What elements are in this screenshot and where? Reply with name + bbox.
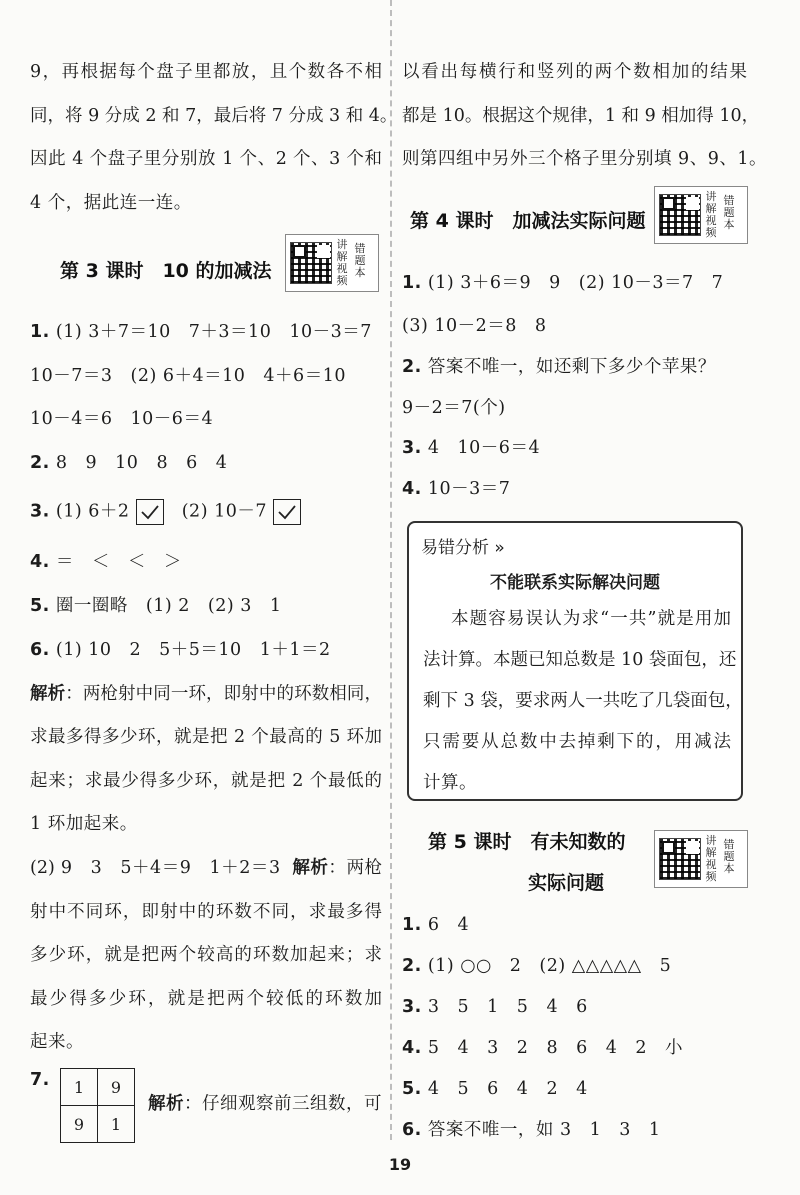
l5-q5: 4 5 6 4 2 4: [427, 1079, 588, 1099]
qr-code-icon: [290, 242, 332, 284]
qr-code-icon: [659, 838, 701, 880]
qr-label-char: 本: [354, 266, 366, 279]
qr-label-char: 解: [336, 250, 348, 263]
q6-answer: (1) 10 2 5＋5＝10 1＋1＝2: [55, 640, 331, 660]
error-line: 剩下 3 袋，要求两人一共吃了几袋面包，: [423, 691, 743, 711]
l5-q1: 6 4: [427, 915, 470, 935]
analysis-line: ：两枪射中同一环，即射中的环数相同，: [65, 684, 383, 704]
q-num: 6.: [30, 640, 50, 660]
q4-answer: ＝ ＜ ＜ ＞: [55, 552, 182, 572]
q-num: 3.: [30, 501, 50, 522]
q-num: 5.: [402, 1079, 422, 1099]
qr-code-panel[interactable]: [654, 830, 748, 888]
q-num: 6.: [402, 1120, 422, 1140]
intro-line: 4 个，据此连一连。: [30, 193, 192, 213]
qr-label-char: 讲: [705, 190, 717, 203]
l5-q6: 答案不唯一，如 3 1 3 1: [427, 1120, 661, 1140]
grid-cell: 9: [98, 1069, 135, 1106]
qr-label-char: 题: [723, 206, 735, 219]
qr-label-char: 视: [705, 214, 717, 227]
q-num: 1.: [402, 273, 422, 293]
lesson5-title-cont: 实际问题: [528, 872, 605, 894]
l4-q1: (1) 3＋6＝9 9 (2) 10－3＝7 7: [427, 273, 724, 293]
qr-label-char: 本: [723, 862, 735, 875]
q-num: 4.: [402, 1038, 422, 1058]
qr-label-char: 错: [723, 194, 735, 207]
q-num: 2.: [30, 453, 50, 473]
continued-line: 则第四组中另外三个格子里分别填 9、9、1。: [402, 149, 767, 169]
lesson3-title: 第 3 课时 10 的加减法: [60, 260, 272, 282]
error-line: 法计算。本题已知总数是 10 袋面包，还: [423, 650, 737, 670]
q-num: 1.: [30, 322, 50, 342]
analysis-line: 射中不同环，即射中的环数不同，求最多得: [30, 902, 382, 922]
grid-cell: 1: [98, 1106, 135, 1143]
analysis-line: 多少环，就是把两个较高的环数加起来；求: [30, 945, 382, 965]
qr-label-char: 题: [723, 850, 735, 863]
l4-q2b: 9－2＝7(个): [402, 398, 506, 418]
analysis-line: 1 环加起来。: [30, 814, 138, 834]
continued-line: 都是 10。根据这个规律，1 和 9 相加得 10，: [402, 106, 760, 126]
analysis-line: 起来；求最少得多少环，就是把 2 个最低的: [30, 771, 382, 791]
intro-line: 因此 4 个盘子里分别放 1 个、2 个、3 个和: [30, 149, 382, 169]
continued-line: 以看出每横行和竖列的两个数相加的结果: [402, 62, 747, 82]
column-divider: [390, 0, 392, 1140]
error-analysis-title: 不能联系实际解决问题: [490, 573, 660, 593]
error-line: 只需要从总数中去掉剩下的，用减法: [423, 732, 731, 752]
intro-line: 9，再根据每个盘子里都放，且个数各不相: [30, 62, 382, 82]
lesson4-title: 第 4 课时 加减法实际问题: [410, 210, 646, 232]
lesson5-title: 第 5 课时 有未知数的: [428, 831, 626, 853]
grid-cell: 1: [61, 1069, 98, 1106]
analysis-line: 最少得多少环，就是把两个较低的环数加: [30, 989, 382, 1009]
checkmark-icon: [277, 503, 297, 521]
qr-label-char: 错: [723, 838, 735, 851]
qr-code-icon: [659, 194, 701, 236]
q7-analysis: ：仔细观察前三组数，可: [184, 1094, 382, 1114]
qr-label-char: 频: [705, 226, 717, 239]
q3-part2: (2) 10－7: [181, 501, 267, 522]
error-line: 计算。: [423, 773, 477, 793]
qr-code-panel[interactable]: [654, 186, 748, 244]
q-num: 3.: [402, 438, 422, 458]
checkmark-icon: [140, 503, 160, 521]
q5-answer: 圈一圈略 (1) 2 (2) 3 1: [55, 596, 282, 616]
number-grid: [60, 1068, 135, 1143]
q-num: 4.: [402, 479, 422, 499]
l4-q4: 10－3＝7: [427, 479, 511, 499]
q6-part2: (2) 9 3 5＋4＝9 1＋2＝3: [30, 858, 281, 878]
analysis-label: 解析: [30, 684, 66, 704]
q3-part1: (1) 6＋2: [55, 501, 130, 522]
qr-label-char: 频: [705, 870, 717, 883]
q-num: 4.: [30, 552, 50, 572]
qr-label-char: 错: [354, 242, 366, 255]
check-box: [136, 499, 164, 525]
qr-label-char: 频: [336, 274, 348, 287]
q-num: 1.: [402, 915, 422, 935]
analysis-label: 解析: [292, 858, 329, 878]
check-box: [273, 499, 301, 525]
analysis-label: 解析: [148, 1094, 184, 1114]
qr-label-char: 题: [354, 254, 366, 267]
q-num: 2.: [402, 357, 422, 377]
error-analysis-box: [407, 521, 743, 801]
qr-label-char: 本: [723, 218, 735, 231]
q-num: 2.: [402, 956, 422, 976]
analysis-line: 起来。: [30, 1032, 84, 1052]
analysis-line: 求最多得多少环，就是把 2 个最高的 5 环加: [30, 727, 382, 747]
q-num: 7.: [30, 1070, 50, 1090]
q-num: 3.: [402, 997, 422, 1017]
q1-line: (1) 3＋7＝10 7＋3＝10 10－3＝7: [55, 322, 372, 342]
qr-label-char: 解: [705, 202, 717, 215]
q-num: 5.: [30, 596, 50, 616]
qr-label-char: 视: [705, 858, 717, 871]
l4-q2: 答案不唯一，如还剩下多少个苹果？: [427, 357, 716, 377]
qr-label-char: 讲: [705, 834, 717, 847]
error-line: 本题容易误认为求“一共”就是用加: [451, 609, 731, 629]
intro-line: 同，将 9 分成 2 和 7，最后将 7 分成 3 和 4。: [30, 106, 398, 126]
q1-line: 10－4＝6 10－6＝4: [30, 409, 214, 429]
qr-label-char: 讲: [336, 238, 348, 251]
grid-cell: 9: [61, 1106, 98, 1143]
analysis-line: ：两枪: [328, 858, 382, 878]
l4-q1b: (3) 10－2＝8 8: [402, 316, 547, 336]
l5-q2: (1) ○○ 2 (2) △△△△△ 5: [427, 956, 672, 976]
qr-code-panel[interactable]: [285, 234, 379, 292]
q1-line: 10－7＝3 (2) 6＋4＝10 4＋6＝10: [30, 366, 346, 386]
l4-q3: 4 10－6＝4: [427, 438, 541, 458]
l5-q3: 3 5 1 5 4 6: [427, 997, 588, 1017]
qr-label-char: 视: [336, 262, 348, 275]
l5-q4: 5 4 3 2 8 6 4 2 小: [427, 1038, 683, 1058]
q2-answer: 8 9 10 8 6 4: [55, 453, 228, 473]
error-analysis-tag: 易错分析 »: [421, 538, 505, 558]
qr-label-char: 解: [705, 846, 717, 859]
page-number: 19: [388, 1155, 412, 1174]
